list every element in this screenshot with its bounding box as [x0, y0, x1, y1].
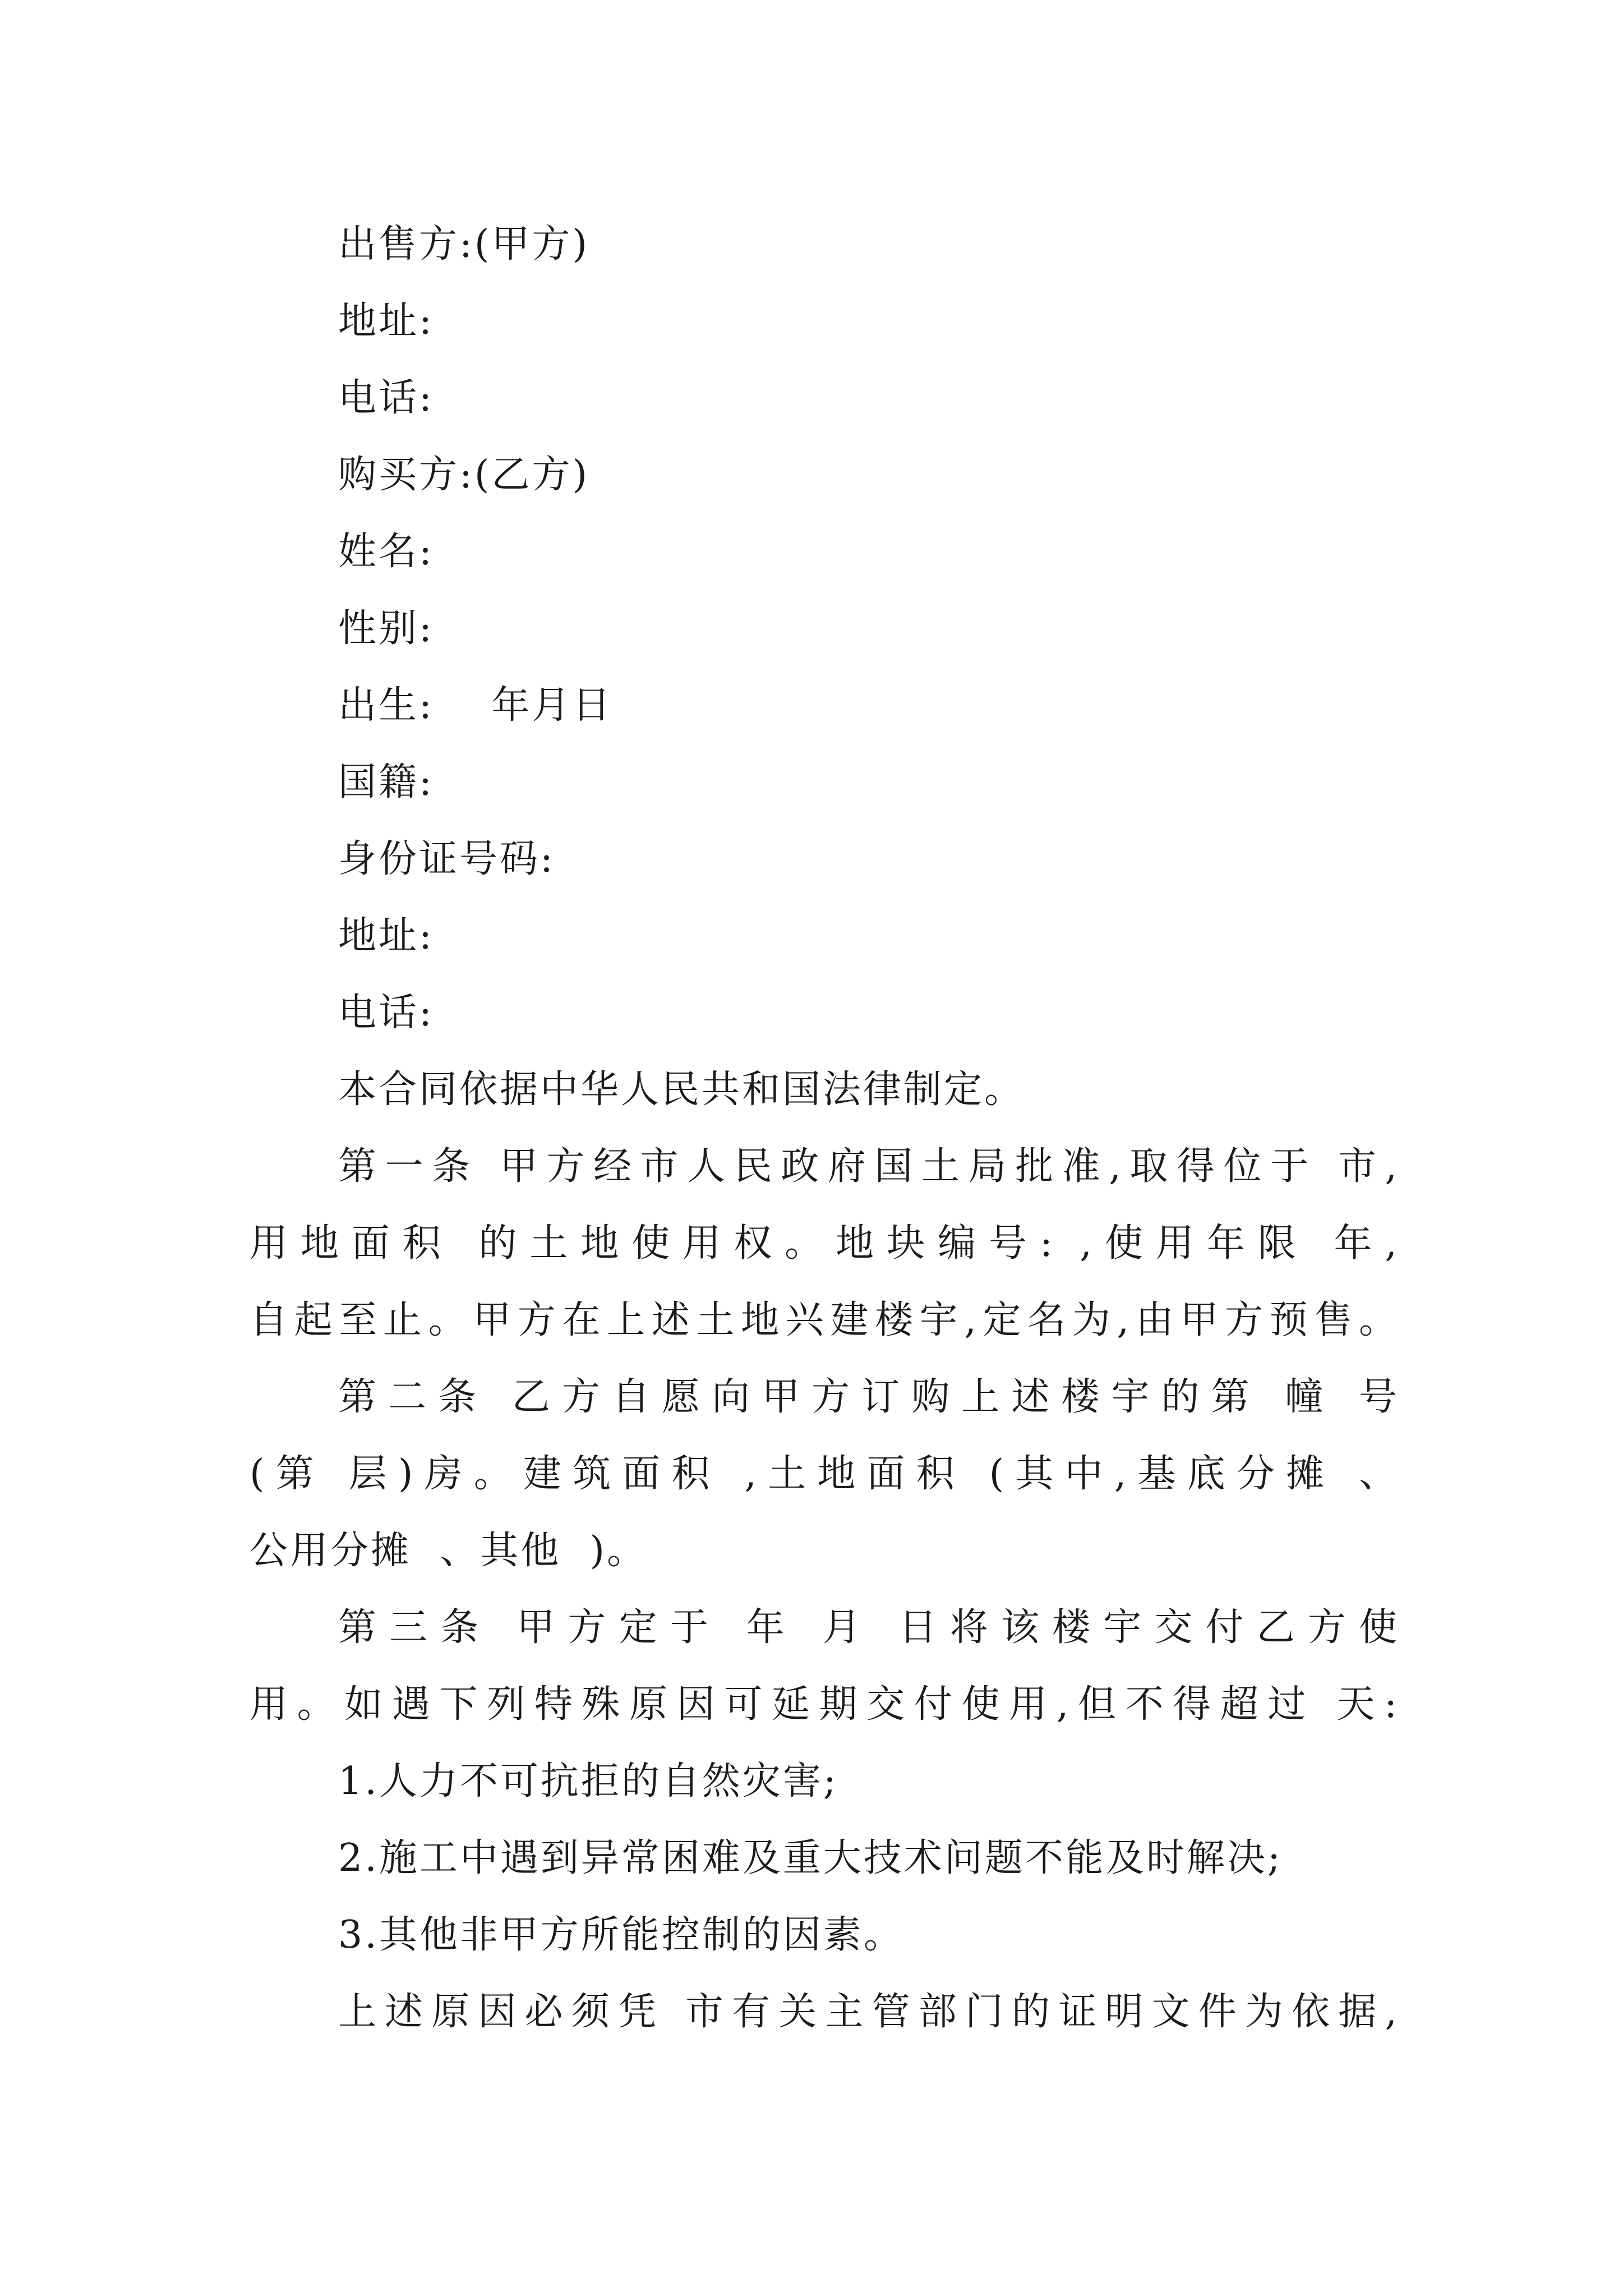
- buyer-heading: 购买方:(乙方): [338, 453, 589, 497]
- article-3-closing: 上述原因必须凭 市有关主管部门的证明文件为依据,: [338, 1990, 1399, 2034]
- article-3-line-1: 第三条 甲方定于 年 月 日将该楼宇交付乙方使: [338, 1605, 1399, 1650]
- buyer-name-field: 姓名:: [338, 530, 434, 574]
- article-3-item-1: 1.人力不可抗拒的自然灾害;: [338, 1759, 838, 1803]
- buyer-nationality-field: 国籍:: [338, 760, 434, 804]
- article-2-line-2: (第 层)房。建筑面积 ,土地面积 (其中,基底分摊 、: [250, 1452, 1399, 1496]
- seller-phone-field: 电话:: [338, 376, 434, 420]
- article-2-line-1: 第二条 乙方自愿向甲方订购上述楼宇的第 幢 号: [338, 1375, 1399, 1419]
- basis-statement: 本合同依据中华人民共和国法律制定。: [338, 1068, 1025, 1112]
- article-1-line-2: 用地面积 的土地使用权。地块编号: ,使用年限 年,: [250, 1221, 1399, 1266]
- article-1-line-3: 自起至止。甲方在上述土地兴建楼宇,定名为,由甲方预售。: [250, 1298, 1399, 1342]
- article-2-line-3: 公用分摊 、其他 )。: [250, 1529, 647, 1573]
- buyer-id-number-field: 身份证号码:: [338, 837, 555, 881]
- article-3-line-2: 用。如遇下列特殊原因可延期交付使用,但不得超过 天:: [250, 1682, 1399, 1727]
- buyer-birth-field: 出生: 年月日: [338, 683, 613, 728]
- article-3-item-2: 2.施工中遇到异常困难及重大技术问题不能及时解决;: [338, 1836, 1283, 1880]
- buyer-address-field: 地址:: [338, 914, 434, 958]
- contract-body: [250, 206, 1399, 2050]
- buyer-phone-field: 电话:: [338, 991, 434, 1035]
- seller-heading: 出售方:(甲方): [338, 222, 589, 266]
- seller-address-field: 地址:: [338, 299, 434, 343]
- article-1-line-1: 第一条 甲方经市人民政府国土局批准,取得位于 市,: [338, 1144, 1399, 1189]
- buyer-gender-field: 性别:: [338, 606, 434, 651]
- article-3-item-3: 3.其他非甲方所能控制的因素。: [338, 1913, 904, 1957]
